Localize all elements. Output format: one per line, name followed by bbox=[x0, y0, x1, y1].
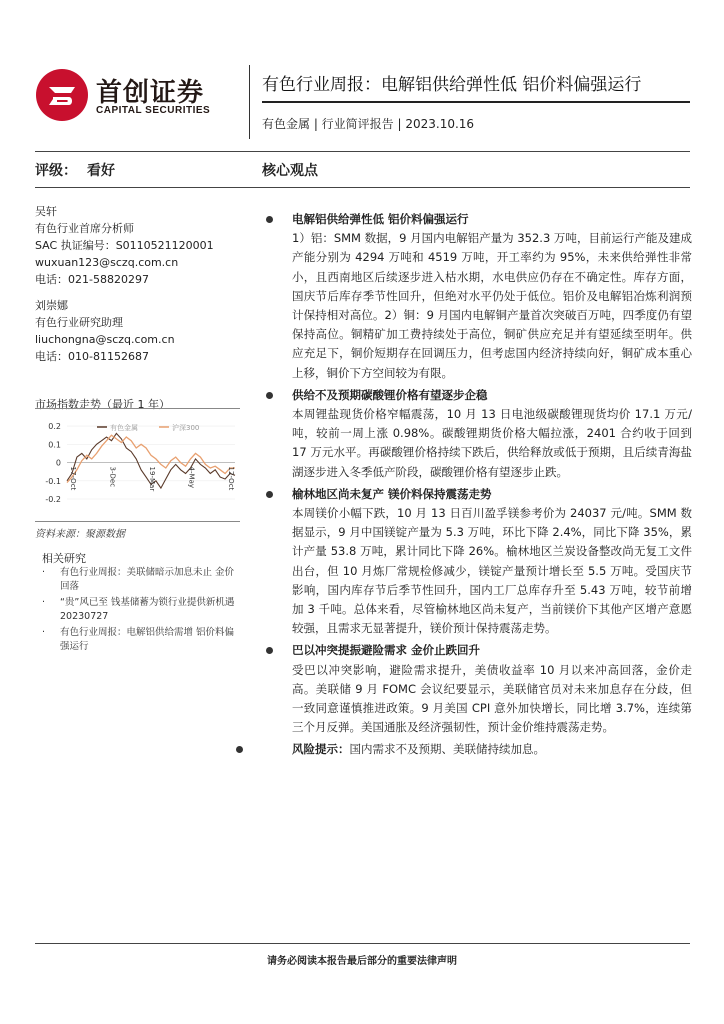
rating-value: 看好 bbox=[87, 163, 115, 179]
section-body: 本周镁价小幅下跌，10 月 13 日百川盈孚镁参考价为 24037 元/吨。SMM 数据显示，9 月中国镁锭产量为 5.3 万吨，环比下降 2.4%，同比下降 35%，累计产量 53.8 万吨，累计同比下降 26%。榆林地区兰炭设备整改尚无复工文件出台，但 10 月炼厂常规检修减少，镁锭产量预计增长至 5.5 万吨。受国庆节影响，国内库存节后季节性回升，国内工厂总库存升至 5.43 万吨，较节前增加 3 千吨。总体来看，尽管榆林地区尚未复产，当前镁价下其他产区增产意愿较强，且需求无显著提升，镁价预计保持震荡走势。 bbox=[292, 506, 692, 636]
y-tick-label: -0.1 bbox=[45, 476, 61, 486]
logo-text-cn: 首创证券 bbox=[96, 78, 205, 108]
header-divider bbox=[249, 65, 250, 139]
legend-entry: 有色金属 bbox=[110, 424, 138, 432]
section-gold bbox=[262, 641, 692, 737]
analyst-name: 刘崇娜 bbox=[35, 299, 68, 312]
analyst-1 bbox=[35, 203, 214, 288]
legend-entry: 沪深300 bbox=[172, 424, 200, 432]
section-body: 本周锂盐现货价格窄幅震荡，10 月 13 日电池级碳酸锂现货均价 17.1 万元/吨，较前一周上涨 0.98%。碳酸锂期货价格大幅拉涨，2401 合约收于回到 17 万元水平。再碳酸锂价格持续下跌后，供给释放或低于预期，且后续青海盐湖逐步进入冬季低产阶段，碳酸锂价格有望逐步止跌。 bbox=[292, 407, 692, 479]
core-views-body bbox=[262, 210, 692, 760]
x-tick-label: 3-Dec bbox=[108, 466, 117, 488]
risk-line bbox=[292, 740, 692, 759]
y-tick-label: 0 bbox=[55, 458, 61, 468]
analyst-email[interactable]: wuxuan123@sczq.com.cn bbox=[35, 256, 179, 269]
related-research-list bbox=[42, 566, 242, 656]
analyst-role: 有色行业首席分析师 bbox=[35, 222, 134, 235]
related-item[interactable]: · 有色行业周报：电解铝供给需增 铝价料偏强运行 bbox=[42, 626, 242, 654]
section-body: 国内需求不及预期、美联储持续加息。 bbox=[349, 742, 545, 757]
page-title: 有色行业周报：电解铝供给弹性低 铝价料偏强运行 bbox=[262, 75, 642, 95]
core-views-title: 核心观点 bbox=[262, 163, 318, 179]
market-index-chart bbox=[35, 409, 240, 521]
legal-notice[interactable]: 请务必阅读本报告最后部分的重要法律声明 bbox=[267, 956, 457, 967]
y-tick-label: -0.2 bbox=[45, 495, 61, 504]
chart-frame bbox=[35, 408, 240, 522]
section-heading: 巴以冲突提振避险需求 金价止跌回升 bbox=[292, 641, 692, 660]
footer-rule bbox=[35, 943, 690, 944]
analyst-cert: SAC 执证编号：S0110521120001 bbox=[35, 239, 214, 252]
section-heading: 供给不及预期碳酸锂价格有望逐步企稳 bbox=[292, 386, 692, 405]
section-lithium bbox=[262, 386, 692, 482]
company-logo-icon bbox=[35, 68, 89, 122]
chart-source: 资料来源：聚源数据 bbox=[35, 529, 125, 540]
bullet-icon bbox=[266, 216, 273, 223]
header-rule bbox=[35, 151, 690, 152]
x-tick-label: 4-May bbox=[187, 466, 196, 489]
section-aluminum bbox=[262, 210, 692, 383]
report-meta: 有色金属 | 行业简评报告 | 2023.10.16 bbox=[262, 117, 475, 131]
related-item[interactable]: · “贵”风已至 钱基储蓄为锁行业提供新机遇 20230727 bbox=[42, 596, 242, 624]
section-heading: 榆林地区尚未复产 镁价料保持震荡走势 bbox=[292, 485, 692, 504]
y-tick-label: 0.1 bbox=[48, 440, 61, 450]
section-heading: 风险提示： bbox=[292, 742, 350, 757]
bullet-icon bbox=[266, 491, 273, 498]
analyst-role: 有色行业研究助理 bbox=[35, 316, 123, 329]
x-tick-label: 19-Mar bbox=[148, 466, 156, 492]
analyst-name: 吴轩 bbox=[35, 205, 57, 218]
bullet-icon bbox=[266, 392, 273, 399]
bullet-icon bbox=[236, 746, 243, 753]
analyst-2 bbox=[35, 297, 175, 365]
rating bbox=[35, 160, 115, 180]
section-risk bbox=[262, 740, 692, 759]
section-body: 受巴以冲突影响，避险需求提升，美债收益率 10 月以来冲高回落，金价走高。美联储 9 月 FOMC 会议纪要显示，美联储官员对未来加息存在分歧，但一致同意谨慎推进政策。9 月美国 CPI 意外加快增长，同比增 3.7%，连续第三个月反弹。美国通胀及经济强韧性，预计金价维持震荡走势。 bbox=[292, 662, 692, 735]
bullet-icon bbox=[266, 647, 273, 654]
related-item[interactable]: · 有色行业周报：美联储暗示加息未止 金价回落 bbox=[42, 566, 242, 594]
x-tick-label: 17-Oct bbox=[69, 466, 77, 491]
section-body: 1）铝：SMM 数据，9 月国内电解铝产量为 352.3 万吨，目前运行产能及建成产能分别为 4294 万吨和 4519 万吨，开工率约为 95%，未来供给弹性非常小，且西南地区后续逐步进入枯水期，水电供应仍存在不确定性。库存方面，国庆节后库存季节性回升，但绝对水平仍处于低位。铝价及电解铝冶炼利润预计保持相对高位。2）铜：9 月国内电解铜产量首次突破百万吨，四季度仍有望保持高位。铜精矿加工费持续处于高位，铜矿供应充足并有望延续至明年。供应充足下，铜价短期存在回调压力，但考虑国内经济持续向好，铜矿成本重心上移，铜价下方空间较为有限。 bbox=[292, 231, 692, 380]
section-magnesium bbox=[262, 485, 692, 639]
x-tick-label: 12-Oct bbox=[227, 466, 235, 491]
rating-label: 评级： bbox=[35, 163, 77, 179]
analyst-email[interactable]: liuchongna@sczq.com.cn bbox=[35, 333, 175, 346]
y-tick-label: 0.2 bbox=[48, 422, 61, 432]
analyst-phone: 电话：021-58820297 bbox=[35, 273, 149, 286]
section-rule bbox=[35, 187, 690, 188]
title-underline bbox=[262, 101, 690, 103]
related-research-title: 相关研究 bbox=[42, 552, 86, 565]
chart-title: 市场指数走势（最近 1 年） bbox=[35, 398, 170, 411]
section-heading: 电解铝供给弹性低 铝价料偏强运行 bbox=[292, 210, 692, 229]
analyst-phone: 电话：010-81152687 bbox=[35, 350, 149, 363]
logo-text-en: CAPITAL SECURITIES bbox=[96, 105, 211, 116]
